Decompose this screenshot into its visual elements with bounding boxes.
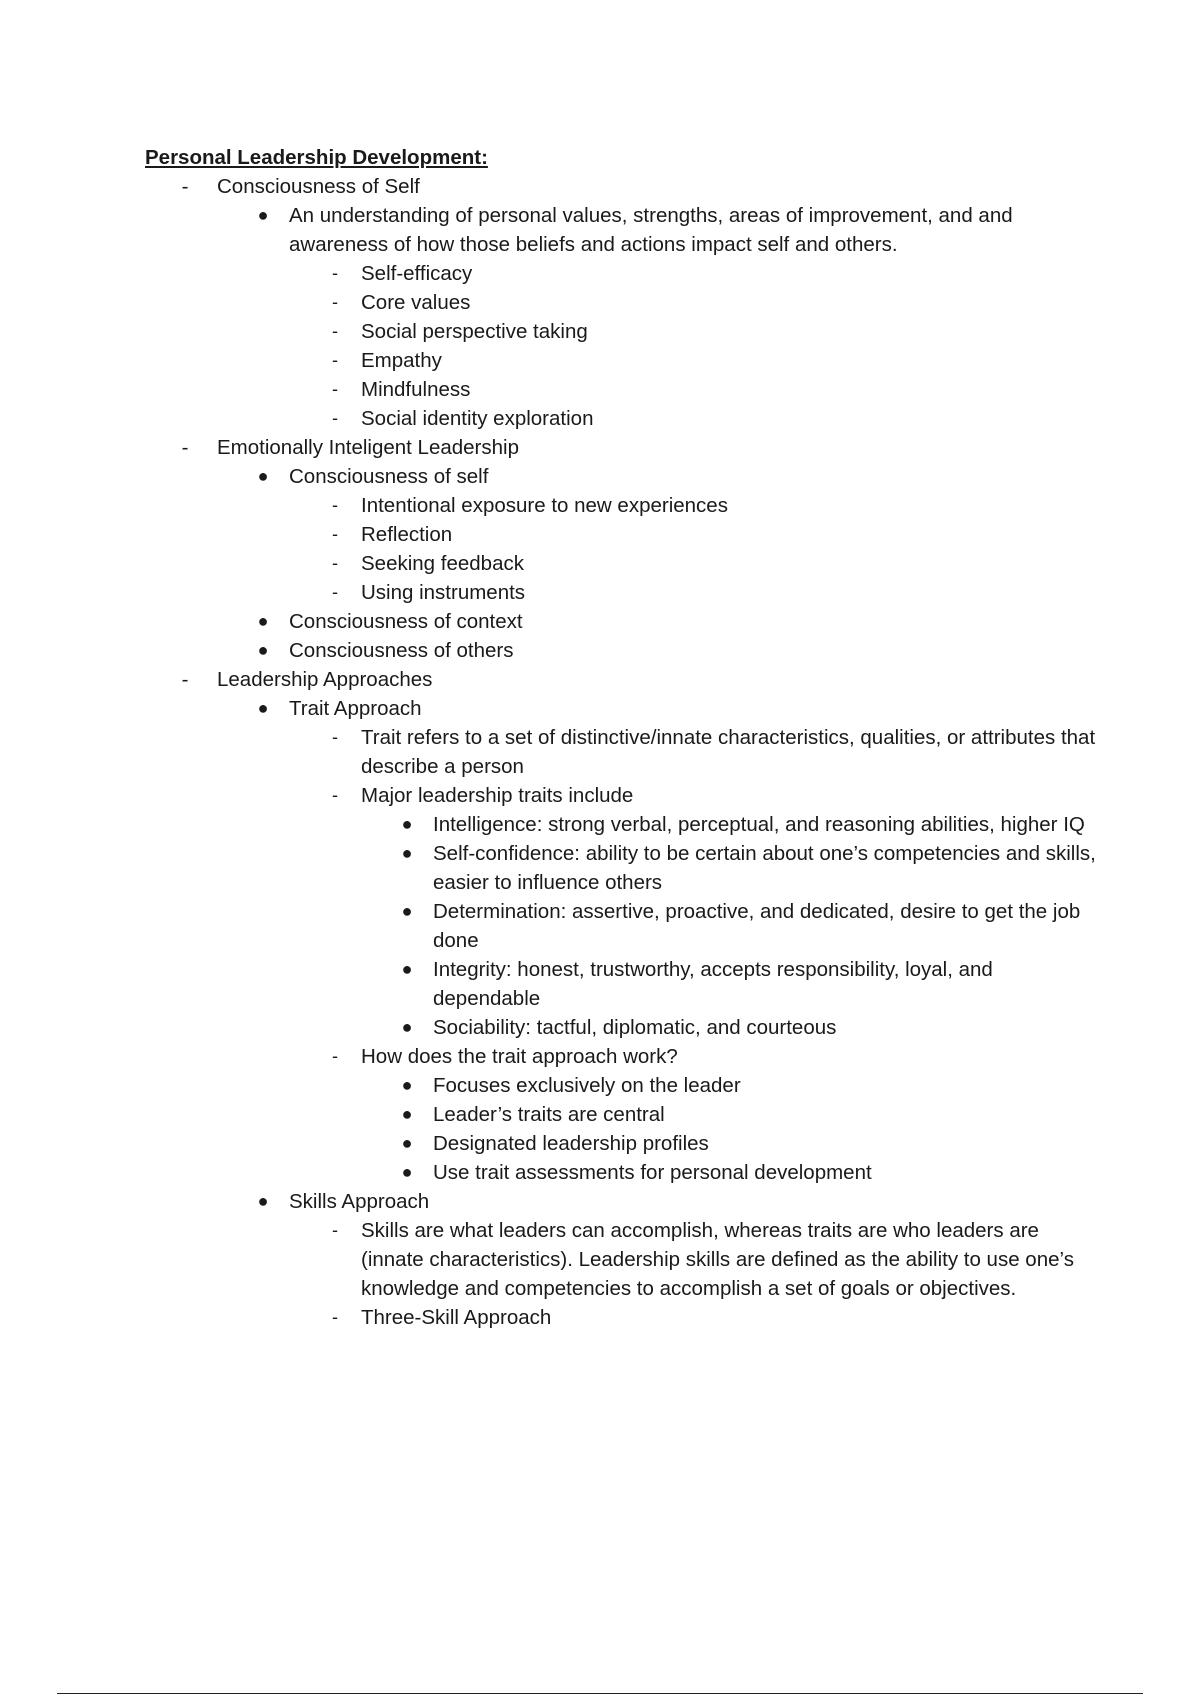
list-item-text: Trait Approach — [289, 697, 422, 720]
outline-section — [145, 665, 1105, 1332]
sub-list — [289, 491, 1105, 607]
section-label: Leadership Approaches — [217, 668, 433, 691]
dash-marker: - — [181, 668, 189, 691]
list-item — [217, 607, 1105, 636]
detail-item-text: Integrity: honest, trustworthy, accepts responsibility, loyal, and dependable — [433, 958, 993, 1010]
section-items — [217, 694, 1105, 1332]
sub-item — [289, 781, 1105, 1042]
outline-section — [145, 172, 1105, 433]
sub-item — [289, 375, 1105, 404]
detail-item — [361, 1071, 1105, 1100]
sub-item — [289, 549, 1105, 578]
dash-marker: - — [181, 436, 189, 459]
sub-item — [289, 578, 1105, 607]
list-item — [217, 694, 1105, 1187]
bullet-marker: ● — [401, 1075, 413, 1095]
dash-marker: - — [332, 1220, 338, 1240]
sub-item-text: Skills are what leaders can accomplish, whereas traits are who leaders are (innate characteristics). Leadership skills are defined as the ability to use one’s knowledge and competencies to accomplish a set of goals or objectives. — [361, 1219, 1074, 1300]
detail-item-text: Leader’s traits are central — [433, 1103, 665, 1126]
sub-item — [289, 1042, 1105, 1187]
dash-marker: - — [332, 292, 338, 312]
detail-item-text: Sociability: tactful, diplomatic, and courteous — [433, 1016, 837, 1039]
sub-item — [289, 404, 1105, 433]
detail-item-text: Intelligence: strong verbal, perceptual, and reasoning abilities, higher IQ — [433, 813, 1085, 836]
bullet-marker: ● — [401, 959, 413, 979]
list-item-text: Consciousness of others — [289, 639, 514, 662]
sub-item — [289, 723, 1105, 781]
dash-marker: - — [332, 553, 338, 573]
bullet-marker: ● — [401, 1133, 413, 1153]
detail-item — [361, 839, 1105, 897]
bullet-marker: ● — [401, 1162, 413, 1182]
sub-item-text: Social identity exploration — [361, 407, 594, 430]
detail-item-text: Self-confidence: ability to be certain about one’s competencies and skills, easier to influence others — [433, 842, 1096, 894]
section-items — [217, 201, 1105, 433]
sub-item-text: Three-Skill Approach — [361, 1306, 552, 1329]
dash-marker: - — [332, 727, 338, 747]
sub-item — [289, 1303, 1105, 1332]
bullet-marker: ● — [257, 698, 269, 718]
dash-marker: - — [332, 1046, 338, 1066]
bullet-marker: ● — [257, 611, 269, 631]
detail-item — [361, 1129, 1105, 1158]
detail-list — [361, 1071, 1105, 1187]
bullet-marker: ● — [401, 1104, 413, 1124]
bullet-marker: ● — [401, 843, 413, 863]
sub-item-text: Social perspective taking — [361, 320, 588, 343]
bullet-marker: ● — [257, 205, 269, 225]
bullet-marker: ● — [257, 640, 269, 660]
page-title: Personal Leadership Development: — [145, 146, 488, 169]
sub-item-text: How does the trait approach work? — [361, 1045, 678, 1068]
sub-item-text: Core values — [361, 291, 471, 314]
detail-item — [361, 1013, 1105, 1042]
sub-list — [289, 259, 1105, 433]
dash-marker: - — [332, 379, 338, 399]
sub-item-text: Reflection — [361, 523, 453, 546]
detail-item — [361, 810, 1105, 839]
list-item — [217, 201, 1105, 433]
bullet-marker: ● — [401, 901, 413, 921]
detail-item — [361, 1100, 1105, 1129]
outline-section — [145, 433, 1105, 665]
sub-item-text: Using instruments — [361, 581, 526, 604]
detail-item-text: Determination: assertive, proactive, and dedicated, desire to get the job done — [433, 900, 1081, 952]
bullet-marker: ● — [257, 1191, 269, 1211]
bullet-marker: ● — [401, 1017, 413, 1037]
list-item-text: Consciousness of context — [289, 610, 523, 633]
dash-marker: - — [332, 408, 338, 428]
sub-item-text: Self-efficacy — [361, 262, 473, 285]
list-item — [217, 636, 1105, 665]
sub-item — [289, 491, 1105, 520]
sub-item — [289, 346, 1105, 375]
sub-item-text: Empathy — [361, 349, 442, 372]
detail-item-text: Use trait assessments for personal development — [433, 1161, 872, 1184]
sub-item — [289, 317, 1105, 346]
sub-item — [289, 259, 1105, 288]
sub-item-text: Mindfulness — [361, 378, 471, 401]
sub-item — [289, 520, 1105, 549]
list-item-text: An understanding of personal values, strengths, areas of improvement, and and awareness of how those beliefs and actions impact self and others. — [289, 204, 1013, 256]
bullet-marker: ● — [401, 814, 413, 834]
detail-item — [361, 897, 1105, 955]
section-items — [217, 462, 1105, 665]
dash-marker: - — [181, 175, 189, 198]
detail-item — [361, 955, 1105, 1013]
dash-marker: - — [332, 350, 338, 370]
dash-marker: - — [332, 785, 338, 805]
sub-item — [289, 1216, 1105, 1303]
dash-marker: - — [332, 495, 338, 515]
detail-list — [361, 810, 1105, 1042]
sub-item-text: Major leadership traits include — [361, 784, 634, 807]
sub-item-text: Seeking feedback — [361, 552, 524, 575]
outline-root — [145, 172, 1105, 1332]
sub-item-text: Intentional exposure to new experiences — [361, 494, 728, 517]
detail-item-text: Focuses exclusively on the leader — [433, 1074, 741, 1097]
dash-marker: - — [332, 321, 338, 341]
dash-marker: - — [332, 1307, 338, 1327]
dash-marker: - — [332, 263, 338, 283]
sub-item — [289, 288, 1105, 317]
detail-item-text: Designated leadership profiles — [433, 1132, 709, 1155]
section-label: Emotionally Inteligent Leadership — [217, 436, 519, 459]
list-item-text: Skills Approach — [289, 1190, 430, 1213]
dash-marker: - — [332, 524, 338, 544]
sub-item-text: Trait refers to a set of distinctive/innate characteristics, qualities, or attributes that describe a person — [361, 726, 1096, 778]
sub-list — [289, 723, 1105, 1187]
bullet-marker: ● — [257, 466, 269, 486]
list-item-text: Consciousness of self — [289, 465, 489, 488]
list-item — [217, 462, 1105, 607]
list-item — [217, 1187, 1105, 1332]
sub-list — [289, 1216, 1105, 1332]
page-bottom-rule — [57, 1693, 1143, 1694]
section-label: Consciousness of Self — [217, 175, 420, 198]
detail-item — [361, 1158, 1105, 1187]
dash-marker: - — [332, 582, 338, 602]
